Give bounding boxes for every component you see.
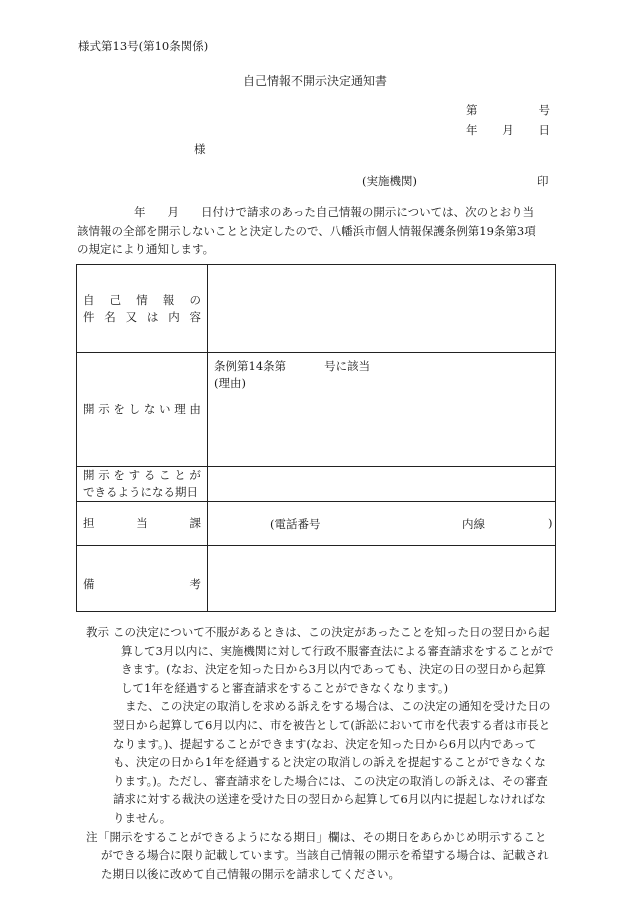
value-disclosure-date[interactable] [208, 467, 556, 502]
notes-section [86, 623, 556, 883]
label-char: を [113, 468, 125, 482]
date-month: 月 [502, 123, 514, 137]
label-remarks-line [77, 576, 207, 593]
label-char: が [189, 468, 201, 482]
implementing-agency: (実施機関) [362, 174, 417, 188]
instruction-heading: 教示 [86, 625, 109, 639]
label-char: 又 [125, 309, 138, 324]
label-char: し [128, 402, 141, 416]
label-char: 由 [189, 402, 201, 416]
addressee-suffix: 様 [194, 142, 206, 156]
label-info-name-line2 [77, 309, 207, 326]
label-remarks [77, 546, 208, 612]
label-char: 名 [104, 309, 116, 324]
label-text: できるようになる期日 [83, 485, 198, 499]
instruction-block [86, 623, 556, 697]
label-char: の [189, 292, 201, 307]
article-prefix: 条例第14条第 [214, 359, 287, 373]
label-disclosure-date [77, 467, 208, 502]
label-disclosure-date-line1 [77, 467, 207, 484]
label-char: 開 [83, 468, 95, 482]
number-prefix: 第 [466, 103, 478, 117]
instruction-block-2 [86, 697, 556, 827]
note-heading: 注 [86, 829, 98, 844]
number-suffix: 号 [538, 103, 550, 117]
label-char: 己 [109, 292, 122, 307]
table-row-department [77, 502, 556, 546]
value-department[interactable] [208, 502, 556, 546]
instruction-paragraph-1: この決定について不服があるときは、この決定があったことを知った日の翌日から起算して3月以内に、実施機関に対して行政不服審査法による審査請求をすることができます。(なお、決定を知った日から3月以内であっても、決定の日の翌日から起算して1年を経過すると審査請求をすることができなくなります。) [113, 625, 554, 695]
intro-year: 年 [134, 205, 146, 219]
label-disclosure-date-line2 [77, 484, 207, 501]
phone-close: ) [548, 515, 553, 530]
intro-paragraph [77, 203, 557, 259]
note-block [86, 828, 556, 884]
label-reason-line [77, 401, 207, 418]
label-char: 自 [83, 292, 95, 307]
table-row-remarks [77, 546, 556, 612]
table-row-disclosure-date [77, 467, 556, 502]
label-char: 担 [83, 516, 95, 530]
date-year: 年 [466, 123, 478, 137]
label-char: 開 [83, 402, 95, 416]
intro-line3: の規定により通知します。 [77, 242, 215, 256]
label-char: 示 [98, 468, 110, 482]
seal-mark: 印 [537, 174, 549, 188]
article-suffix: 号に該当 [324, 359, 371, 373]
label-char: 内 [168, 309, 180, 324]
label-char: こ [159, 468, 171, 482]
label-char: を [113, 402, 125, 416]
label-char: い [159, 402, 171, 416]
label-char: 当 [136, 516, 148, 530]
decision-table [76, 264, 556, 612]
label-char: な [143, 402, 156, 416]
value-info-name[interactable] [208, 265, 556, 353]
document-date [466, 122, 550, 138]
label-info-name [77, 265, 208, 353]
intro-line1: 日付けで請求のあった自己情報の開示については、次のとおり当 [201, 205, 535, 219]
label-char: る [143, 468, 156, 482]
intro-line2: 該情報の全部を開示しないことと決定したので、八幡浜市個人情報保護条例第19条第3項 [77, 223, 536, 238]
form-number: 様式第13号(第10条関係) [78, 39, 209, 53]
label-char: 考 [189, 577, 201, 591]
phone-label: (電話番号 [270, 516, 321, 531]
label-char: 容 [189, 309, 201, 324]
label-char: 示 [98, 402, 110, 416]
document-title: 自己情報不開示決定通知書 [242, 74, 387, 88]
date-day: 日 [538, 123, 550, 137]
extension-label: 内線 [462, 516, 485, 531]
intro-month: 月 [167, 205, 179, 219]
label-char: 課 [189, 516, 201, 530]
document-number [466, 102, 550, 118]
value-remarks[interactable] [208, 546, 556, 612]
label-department-line [77, 515, 207, 532]
phone-line [208, 516, 555, 532]
value-reason[interactable] [208, 353, 556, 467]
label-char: と [174, 468, 186, 482]
note-text: 「開示をすることができるようになる期日」欄は、その期日をあらかじめ明示することができる場合に限り記載しています。当該自己情報の開示を希望する場合は、記載された期日以後に改めて自己情報の開示を請求してください。 [98, 829, 549, 881]
label-char: 情 [136, 292, 148, 307]
label-char: す [128, 468, 141, 482]
reason-heading: (理由) [214, 376, 246, 390]
label-char: は [146, 309, 159, 324]
label-department [77, 502, 208, 546]
table-row-info-name [77, 265, 556, 353]
label-info-name-line1 [77, 292, 207, 309]
label-char: 理 [174, 402, 186, 416]
instruction-paragraph-2: また、この決定の取消しを求める訴えをする場合は、この決定の通知を受けた日の翌日から起算して6月以内に、市を被告として(訴訟において市を代表する者は市長となります。)、提起することができます(なお、決定を知った日から6月以内であっても、決定の日から1年を経過すると決定の取消しの訴えを提起することができなくなります。)。ただし、審査請求をした場合には、この決定の取消しの訴えは、その審査請求に対する裁決の送達を受けた日の翌日から起算して6月以内に提起しなければなりません。 [113, 699, 551, 825]
table-row-reason [77, 353, 556, 467]
label-char: 報 [162, 292, 175, 307]
label-char: 備 [83, 577, 95, 591]
label-char: 件 [83, 309, 95, 324]
label-reason [77, 353, 208, 467]
article-line [214, 358, 555, 375]
